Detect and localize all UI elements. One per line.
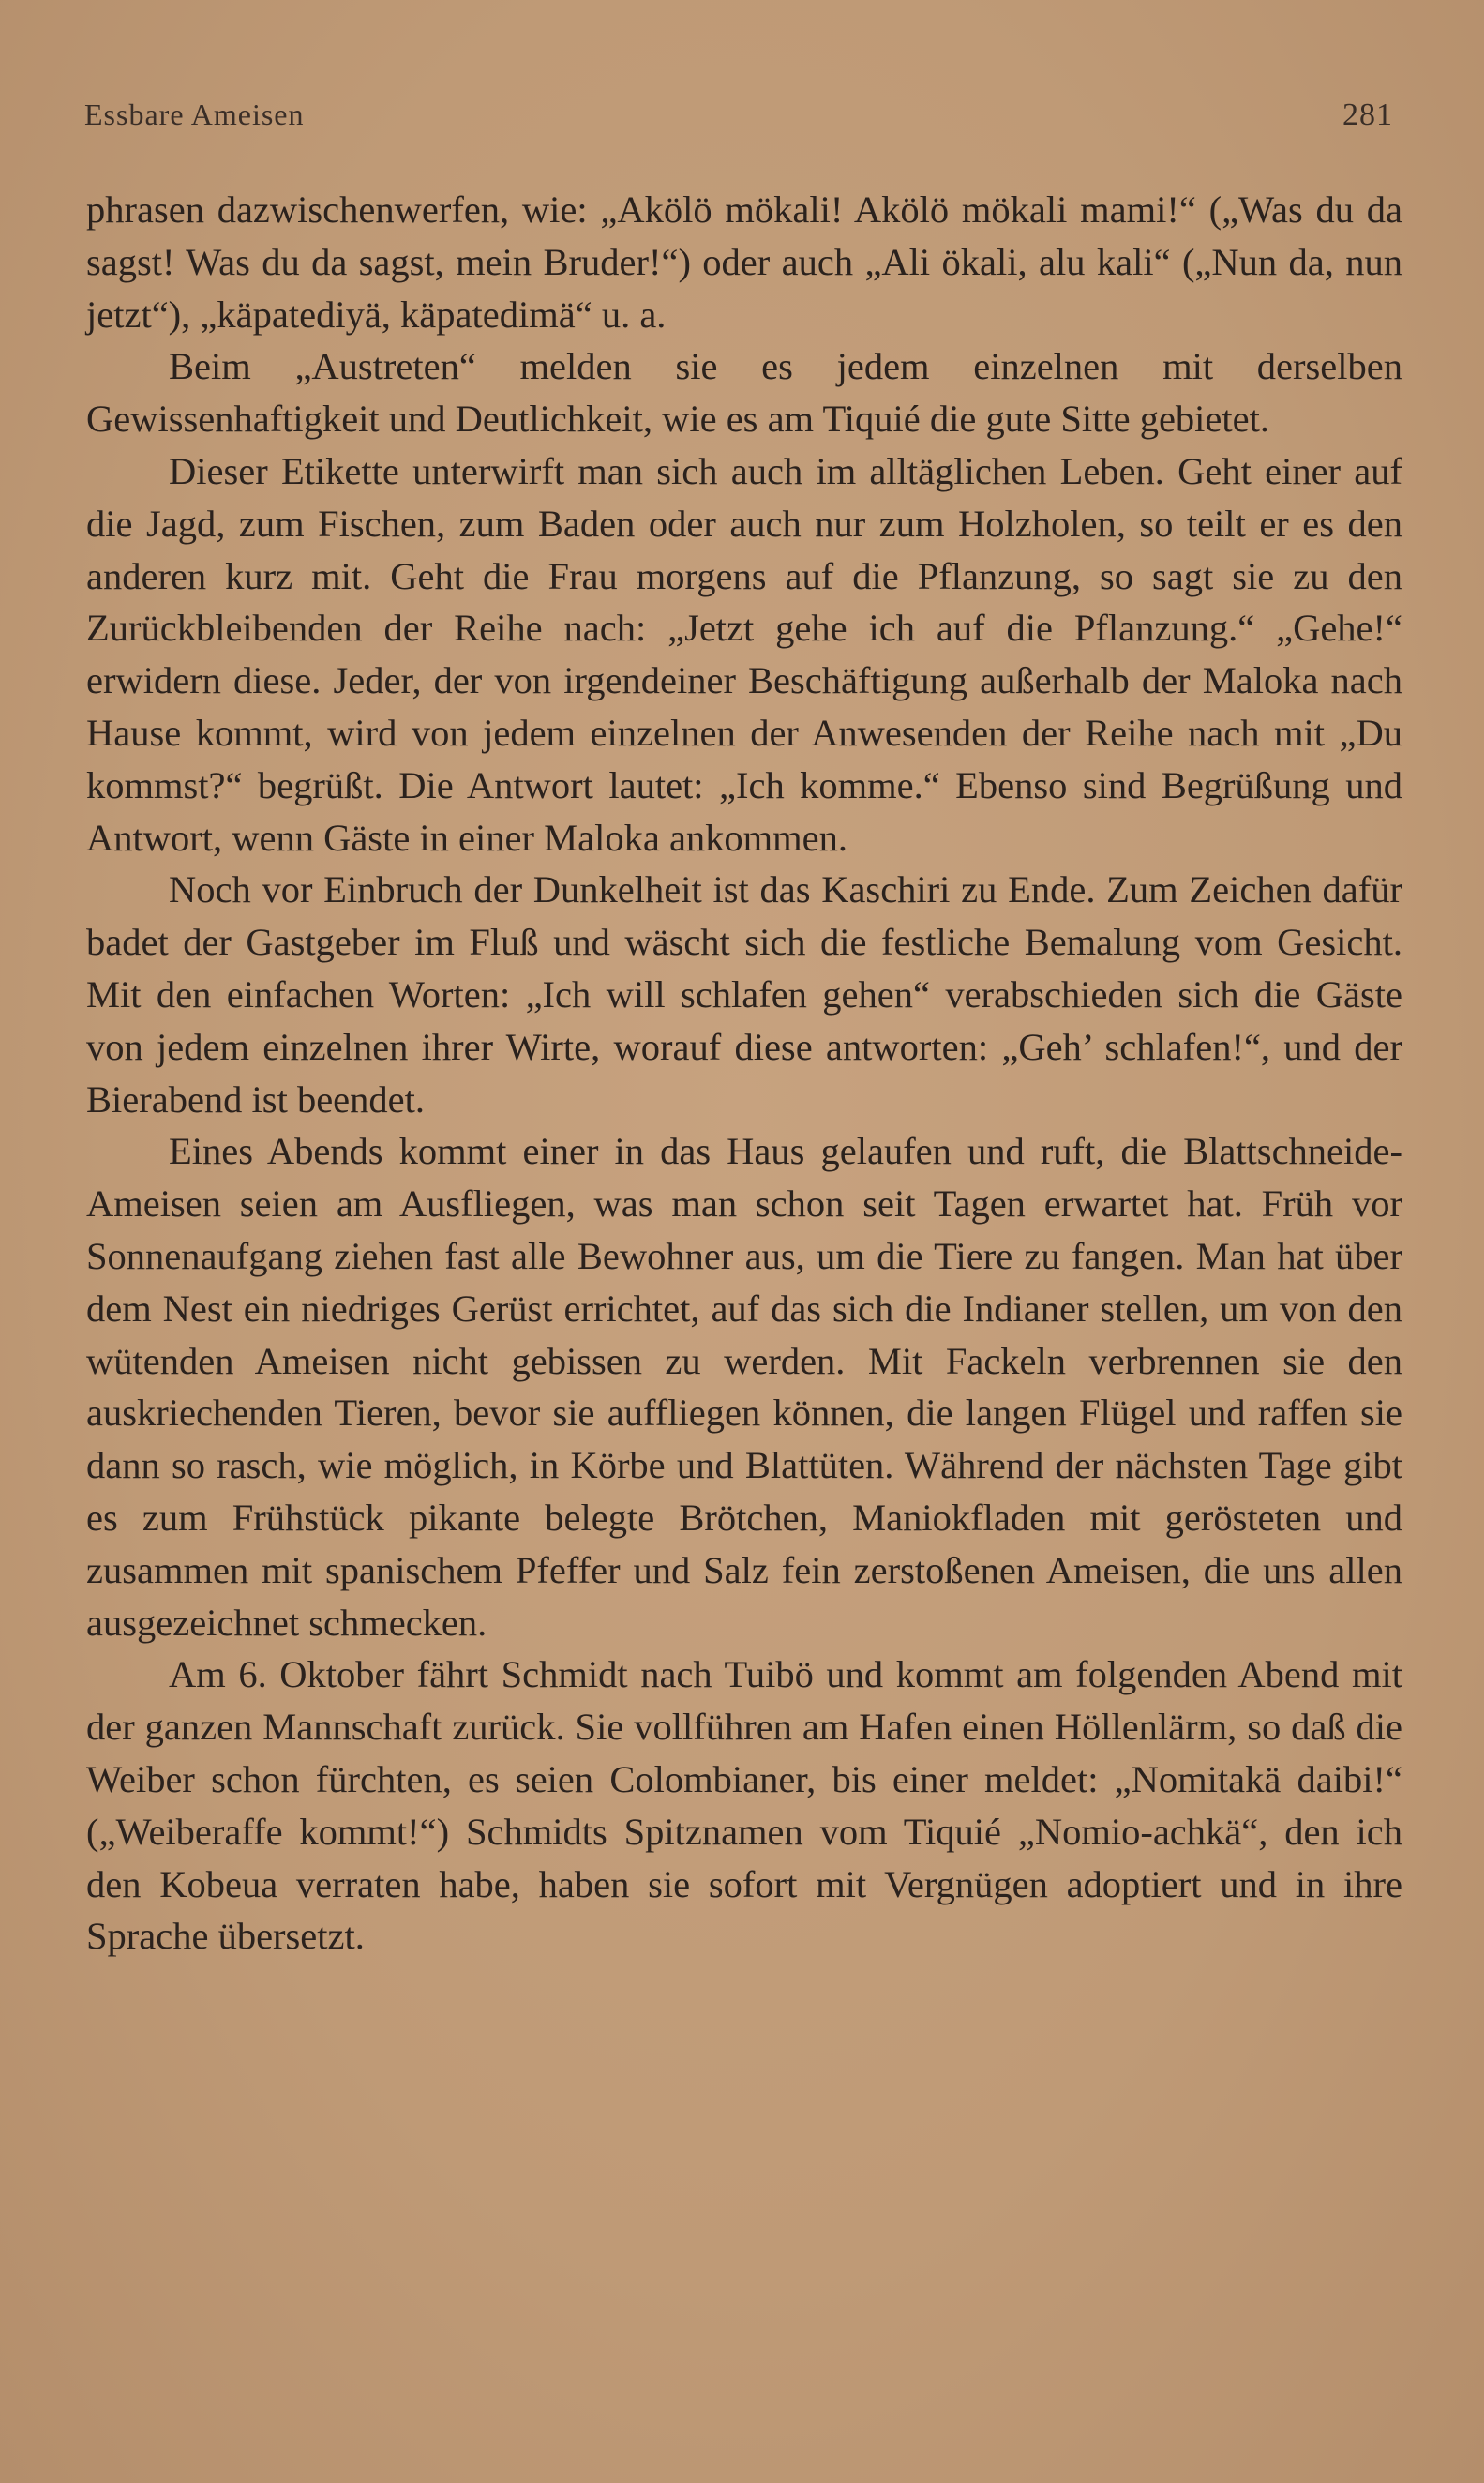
page-number: 281 [1342, 98, 1393, 132]
paragraph-ameisen: Eines Abends kommt einer in das Haus gelaufen und ruft, die Blattschneide-Ameisen seien am Ausfliegen, was man schon seit Tagen erwartet hat. Früh vor Sonnenaufgang ziehen fast alle Bewohner aus, um die Tiere zu fangen. Man hat über dem Nest ein niedriges Gerüst errichtet, auf das sich die Indianer stellen, um von den wütenden Ameisen nicht gebissen zu werden. Mit Fackeln verbrennen sie den auskriechenden Tieren, bevor sie auffliegen können, die langen Flügel und raffen sie dann so rasch, wie möglich, in Körbe und Blattüten. Während der nächsten Tage gibt es zum Frühstück pikante belegte Brötchen, Maniokfladen mit gerösteten und zusammen mit spanischem Pfeffer und Salz fein zerstoßenen Ameisen, die uns allen ausgezeichnet schmecken. [86, 1130, 1402, 1644]
running-head [84, 98, 1393, 139]
paragraph-oktober: Am 6. Oktober fährt Schmidt nach Tuibö und kommt am folgenden Abend mit der ganzen Mannschaft zurück. Sie vollführen am Hafen einen Höllenlärm, so daß die Weiber schon fürchten, es seien Colombianer, bis einer meldet: „Nomitakä daibi!“ („Weiberaffe kommt!“) Schmidts Spitznamen vom Tiquié „Nomio-achkä“, den ich den Kobeua verraten habe, haben sie sofort mit Vergnügen adoptiert und in ihre Sprache übersetzt. [86, 1653, 1402, 1958]
paragraph-austreten: Beim „Austreten“ melden sie es jedem einzelnen mit derselben Gewissenhaftigkeit und Deutlichkeit, wie es am Tiquié die gute Sitte gebietet. [86, 345, 1402, 441]
paragraph-kaschiri: Noch vor Einbruch der Dunkelheit ist das Kaschiri zu Ende. Zum Zeichen dafür badet der Gastgeber im Fluß und wäscht sich die festliche Bemalung vom Gesicht. Mit den einfachen Worten: „Ich will schlafen gehen“ verabschieden sich die Gäste von jedem einzelnen ihrer Wirte, worauf diese antworten: „Geh’ schlafen!“, und der Bierabend ist beendet. [86, 868, 1402, 1121]
paragraph-continuation: phrasen dazwischenwerfen, wie: „Akölö mökali! Akölö mökali mami!“ („Was du da sagst! Was du da sagst, mein Bruder!“) oder auch „Ali ökali, alu kali“ („Nun da, nun jetzt“), „käpatediyä, käpatedimä“ u. a. [86, 188, 1402, 336]
body-text [86, 184, 1402, 1963]
paragraph-etikette: Dieser Etikette unterwirft man sich auch im alltäglichen Leben. Geht einer auf die Jagd, zum Fischen, zum Baden oder auch nur zum Holzholen, so teilt er es den anderen kurz mit. Geht die Frau morgens auf die Pflanzung, so sagt sie zu den Zurückbleibenden der Reihe nach: „Jetzt gehe ich auf die Pflanzung.“ „Gehe!“ erwidern diese. Jeder, der von irgendeiner Beschäftigung außerhalb der Maloka nach Hause kommt, wird von jedem einzelnen der Anwesenden der Reihe nach mit „Du kommst?“ begrüßt. Die Antwort lautet: „Ich komme.“ Ebenso sind Begrüßung und Antwort, wenn Gäste in einer Maloka ankommen. [86, 449, 1402, 859]
running-title: Essbare Ameisen [84, 98, 305, 131]
